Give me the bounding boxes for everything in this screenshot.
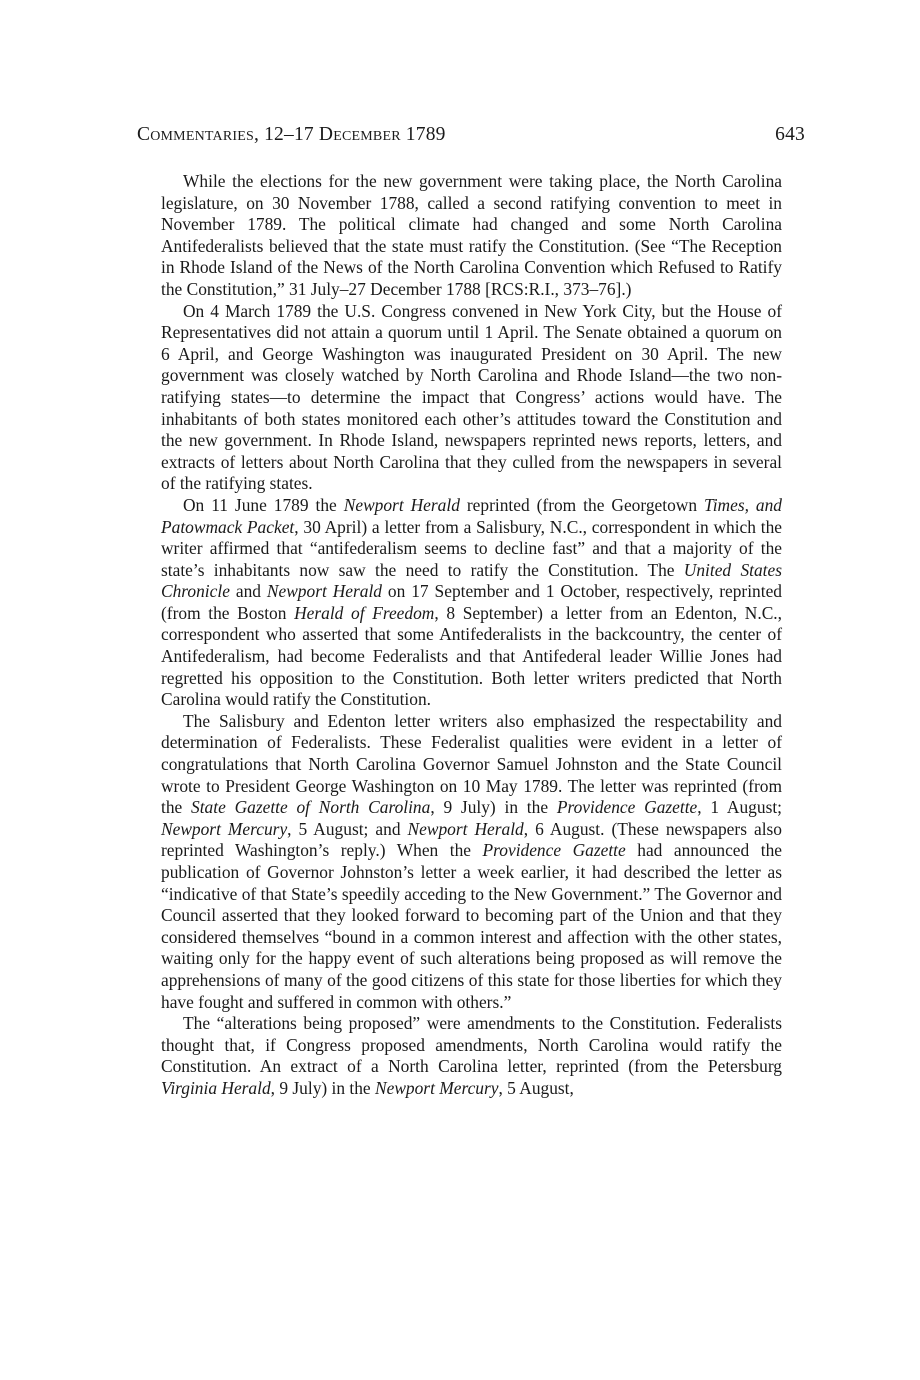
paragraph: On 4 March 1789 the U.S. Congress convened in New York City, but the House of Representatives did not attain a quorum until 1 April. The Senate obtained a quorum on 6 April, and George Washington was inaugurated President on 30 April. The new government was closely watched by North Carolina and Rhode Island—the two non-ratifying states—to determine the impact that Congress’ actions would have. The inhabitants of both states monitored each other’s attitudes toward the Constitution and the new government. In Rhode Island, newspapers reprinted news reports, letters, and extracts of letters about North Carolina that they culled from the newspapers in several of the ratifying states.	[161, 300, 782, 494]
paragraph: While the elections for the new government were taking place, the North Carolina legislature, on 30 November 1788, called a second ratifying convention to meet in November 1789. The political climate had changed and some North Carolina Antifederalists believed that the state must ratify the Constitution. (See “The Reception in Rhode Island of the News of the North Carolina Convention which Refused to Ratify the Constitution,” 31 July–27 December 1788 [RCS:R.I., 373–76].)	[161, 171, 782, 299]
running-head	[137, 124, 805, 146]
paragraph: The Salisbury and Edenton letter writers also emphasized the respectability and determination of Federalists. These Federalist qualities were evident in a letter of congratulations that North Carolina Governor Samuel Johnston and the State Council wrote to President George Washington on 10 May 1789. The letter was reprinted (from the State Gazette of North Carolina, 9 July) in the Providence Gazette, 1 August; Newport Mercury, 5 August; and Newport Herald, 6 August. (These newspapers also reprinted Washington’s reply.) When the Providence Gazette had announced the publication of Governor Johnston’s letter a week earlier, it had described the letter as “indicative of that State’s speedily acceding to the New Government.” The Governor and Council asserted that they looked forward to becoming part of the Union and that they considered themselves “bound in a common interest and affection with the other states, waiting only for the happy event of such alterations being proposed as will remove the apprehensions of many of the good citizens of this state for those liberties for which they have fought and suffered in common with others.”	[161, 710, 783, 1012]
paragraph: On 11 June 1789 the Newport Herald reprinted (from the Georgetown Times, and Patowmack Packet, 30 April) a letter from a Salisbury, N.C., correspondent in which the writer affirmed that “antifederalism seems to decline fast” and that a majority of the state’s inhabitants now saw the need to ratify the Constitution. The United States Chronicle and Newport Herald on 17 September and 1 October, respectively, reprinted (from the Boston Herald of Freedom, 8 September) a letter from an Edenton, N.C., correspondent who asserted that some Antifederalists in the backcountry, the center of Antifederalism, had become Federalists and that Antifederal leader Willie Jones had regretted his opposition to the Constitution. Both letter writers predicted that North Carolina would ratify the Constitution.	[161, 494, 783, 710]
page-number: 643	[775, 124, 805, 145]
paragraph: The “alterations being proposed” were amendments to the Constitution. Federalists thought that, if Congress proposed amendments, North Carolina would ratify the Constitution. An extract of a North Carolina letter, reprinted (from the Petersburg Virginia Herald, 9 July) in the Newport Mercury, 5 August,	[161, 1013, 782, 1098]
body-text	[161, 171, 782, 1100]
running-title: Commentaries, 12–17 December 1789	[137, 124, 446, 145]
